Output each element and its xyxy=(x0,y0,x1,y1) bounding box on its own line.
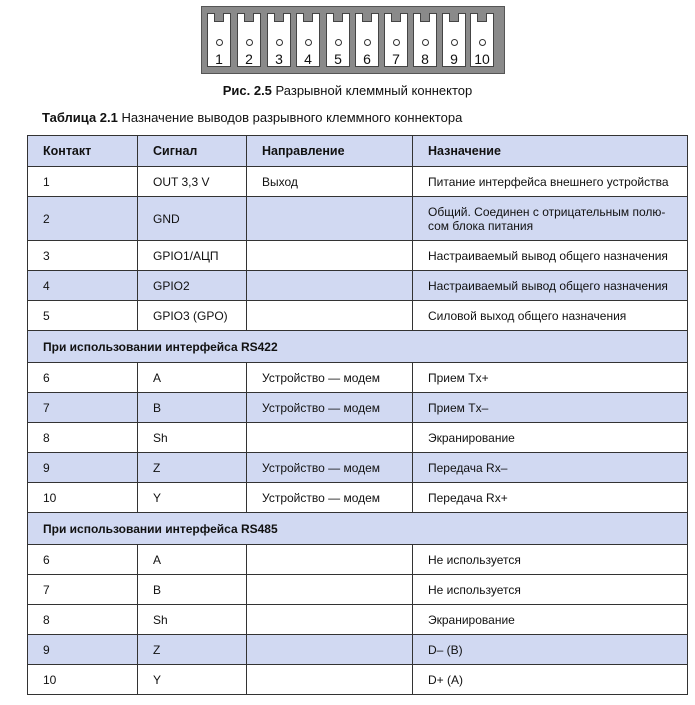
cell-contact: 4 xyxy=(28,271,138,301)
header-signal: Сигнал xyxy=(138,136,247,167)
connector-pin xyxy=(296,13,320,67)
pin-number: 4 xyxy=(304,51,312,67)
cell-purpose: Силовой выход общего назначения xyxy=(413,301,688,331)
cell-purpose: Передача Rx– xyxy=(413,453,688,483)
cell-direction xyxy=(247,665,413,695)
cell-direction xyxy=(247,545,413,575)
section-header-rs422 xyxy=(28,331,688,363)
cell-direction: Выход xyxy=(247,167,413,197)
pin-number: 1 xyxy=(215,51,223,67)
cell-signal: B xyxy=(138,575,247,605)
cell-purpose: Питание интерфейса внешнего устройства xyxy=(413,167,688,197)
cell-contact: 7 xyxy=(28,393,138,423)
cell-purpose: Экранирование xyxy=(413,605,688,635)
connector-pin xyxy=(442,13,466,67)
cell-signal: Sh xyxy=(138,423,247,453)
figure-caption-label: Рис. 2.5 xyxy=(222,83,272,98)
pin-number: 7 xyxy=(392,51,400,67)
table-row xyxy=(28,393,688,423)
section-header-rs485 xyxy=(28,513,688,545)
cell-contact: 10 xyxy=(28,665,138,695)
cell-contact: 9 xyxy=(28,635,138,665)
table-header-row xyxy=(28,136,688,167)
cell-direction: Устройство — модем xyxy=(247,483,413,513)
table-row xyxy=(28,575,688,605)
pin-number: 8 xyxy=(421,51,429,67)
cell-purpose: Настраиваемый вывод общего назначения xyxy=(413,241,688,271)
cell-purpose: Не используется xyxy=(413,575,688,605)
cell-signal: Z xyxy=(138,635,247,665)
cell-signal: Sh xyxy=(138,605,247,635)
cell-direction: Устройство — модем xyxy=(247,393,413,423)
connector-pin xyxy=(470,13,494,67)
connector-pin xyxy=(384,13,408,67)
cell-contact: 10 xyxy=(28,483,138,513)
cell-purpose: Настраиваемый вывод общего назначения xyxy=(413,271,688,301)
section-title: При использовании интерфейса RS422 xyxy=(28,331,688,363)
cell-direction: Устройство — модем xyxy=(247,363,413,393)
cell-signal: GPIO2 xyxy=(138,271,247,301)
pin-screw-icon xyxy=(246,39,253,46)
pin-screw-icon xyxy=(393,39,400,46)
section-title: При использовании интерфейса RS485 xyxy=(28,513,688,545)
cell-direction xyxy=(247,301,413,331)
header-contact: Контакт xyxy=(28,136,138,167)
table-row xyxy=(28,453,688,483)
cell-direction: Устройство — модем xyxy=(247,453,413,483)
figure-caption xyxy=(0,83,695,99)
table-row xyxy=(28,167,688,197)
cell-signal: GPIO1/АЦП xyxy=(138,241,247,271)
cell-signal: GND xyxy=(138,197,247,241)
cell-purpose: Прием Tx– xyxy=(413,393,688,423)
pin-screw-icon xyxy=(451,39,458,46)
cell-purpose: Прием Tx+ xyxy=(413,363,688,393)
terminal-connector-figure xyxy=(201,6,505,74)
table-row xyxy=(28,271,688,301)
table-row xyxy=(28,483,688,513)
cell-direction xyxy=(247,635,413,665)
table-row xyxy=(28,545,688,575)
pin-screw-icon xyxy=(479,39,486,46)
cell-purpose: Передача Rx+ xyxy=(413,483,688,513)
table-row xyxy=(28,635,688,665)
cell-signal: Z xyxy=(138,453,247,483)
cell-contact: 7 xyxy=(28,575,138,605)
cell-signal: A xyxy=(138,363,247,393)
cell-purpose: Не используется xyxy=(413,545,688,575)
pin-number: 5 xyxy=(334,51,342,67)
cell-purpose: Экранирование xyxy=(413,423,688,453)
table-caption xyxy=(42,110,462,126)
cell-direction xyxy=(247,423,413,453)
cell-direction xyxy=(247,197,413,241)
cell-signal: A xyxy=(138,545,247,575)
cell-direction xyxy=(247,605,413,635)
cell-direction xyxy=(247,271,413,301)
pin-number: 3 xyxy=(275,51,283,67)
pin-number: 9 xyxy=(450,51,458,67)
cell-contact: 9 xyxy=(28,453,138,483)
cell-signal: OUT 3,3 V xyxy=(138,167,247,197)
cell-direction xyxy=(247,575,413,605)
cell-contact: 8 xyxy=(28,605,138,635)
pin-number: 6 xyxy=(363,51,371,67)
pin-screw-icon xyxy=(335,39,342,46)
cell-contact: 3 xyxy=(28,241,138,271)
connector-pin xyxy=(207,13,231,67)
cell-purpose: D– (B) xyxy=(413,635,688,665)
pin-number: 2 xyxy=(245,51,253,67)
table-row xyxy=(28,301,688,331)
cell-signal: GPIO3 (GPO) xyxy=(138,301,247,331)
cell-contact: 2 xyxy=(28,197,138,241)
table-row xyxy=(28,605,688,635)
cell-contact: 6 xyxy=(28,363,138,393)
table-caption-label: Таблица 2.1 xyxy=(42,110,118,125)
cell-signal: Y xyxy=(138,665,247,695)
pin-screw-icon xyxy=(422,39,429,46)
pin-screw-icon xyxy=(364,39,371,46)
connector-pin xyxy=(267,13,291,67)
header-purpose: Назначение xyxy=(413,136,688,167)
table-row xyxy=(28,241,688,271)
cell-purpose: D+ (A) xyxy=(413,665,688,695)
table-row xyxy=(28,363,688,393)
pinout-table xyxy=(27,135,688,695)
pin-screw-icon xyxy=(276,39,283,46)
cell-purpose: Общий. Соединен с отрицательным полю- сом блока питания xyxy=(413,197,688,241)
cell-contact: 1 xyxy=(28,167,138,197)
table-row xyxy=(28,665,688,695)
pin-number: 10 xyxy=(474,51,490,67)
cell-contact: 5 xyxy=(28,301,138,331)
cell-direction xyxy=(247,241,413,271)
cell-signal: Y xyxy=(138,483,247,513)
table-row xyxy=(28,197,688,241)
pin-screw-icon xyxy=(216,39,223,46)
connector-pin xyxy=(413,13,437,67)
table-caption-text: Назначение выводов разрывного клеммного коннектора xyxy=(121,110,463,125)
connector-pin xyxy=(326,13,350,67)
connector-pin xyxy=(355,13,379,67)
cell-contact: 6 xyxy=(28,545,138,575)
table-row xyxy=(28,423,688,453)
cell-contact: 8 xyxy=(28,423,138,453)
pin-screw-icon xyxy=(305,39,312,46)
figure-caption-text: Разрывной клеммный коннектор xyxy=(275,83,473,98)
cell-signal: B xyxy=(138,393,247,423)
header-direction: Направление xyxy=(247,136,413,167)
connector-pin xyxy=(237,13,261,67)
